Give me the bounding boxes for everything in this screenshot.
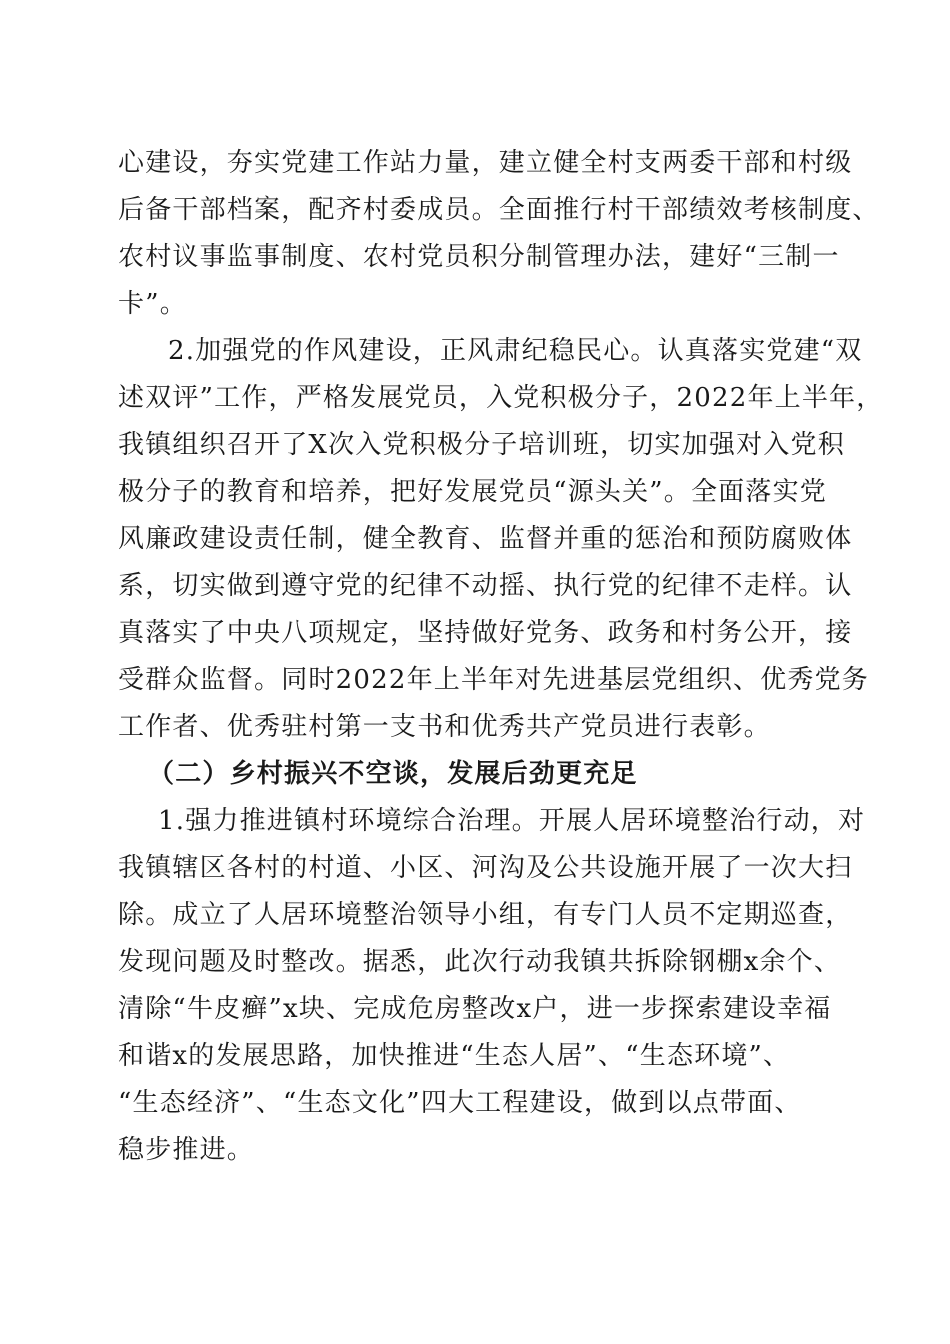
body-text-line: 我镇组织召开了X次入党积极分子培训班，切实加强对入党积: [118, 430, 845, 460]
body-text-line: “生态经济”、“生态文化”四大工程建设，做到以点带面、: [118, 1088, 802, 1118]
body-text-line: 风廉政建设责任制，健全教育、监督并重的惩治和预防腐败体: [118, 524, 853, 554]
paragraph-2-first-line: 2.加强党的作风建设，正风肃纪稳民心。认真落实党建“双: [168, 336, 863, 366]
body-text-line: 卡”。: [118, 289, 187, 319]
section-heading: （二）乡村振兴不空谈，发展后劲更充足: [148, 759, 638, 789]
body-text-line: 发现问题及时整改。据悉，此次行动我镇共拆除钢棚x余个、: [118, 947, 842, 977]
body-text-line: 和谐x的发展思路，加快推进“生态人居”、“生态环境”、: [118, 1041, 791, 1071]
body-text-line: 清除“牛皮癣”x块、完成危房整改x户，进一步探索建设幸福: [118, 994, 832, 1024]
body-text-line: 工作者、优秀驻村第一支书和优秀共产党员进行表彰。: [118, 712, 771, 742]
body-text-line: 极分子的教育和培养，把好发展党员“源头关”。全面落实党: [118, 477, 827, 507]
body-text-line: 农村议事监事制度、农村党员积分制管理办法，建好“三制一: [118, 242, 840, 272]
body-text-line: 系，切实做到遵守党的纪律不动摇、执行党的纪律不走样。认: [118, 571, 853, 601]
body-text-line: 稳步推进。: [118, 1135, 255, 1165]
body-text-line: 除。成立了人居环境整治领导小组，有专门人员不定期巡查，: [118, 900, 853, 930]
body-text-line: 我镇辖区各村的村道、小区、河沟及公共设施开展了一次大扫: [118, 853, 853, 883]
paragraph-3-first-line: 1.强力推进镇村环境综合治理。开展人居环境整治行动，对: [158, 806, 866, 836]
body-text-line: 真落实了中央八项规定，坚持做好党务、政务和村务公开，接: [118, 618, 853, 648]
body-text-line: 心建设，夯实党建工作站力量，建立健全村支两委干部和村级: [118, 148, 853, 178]
body-text-line: 后备干部档案，配齐村委成员。全面推行村干部绩效考核制度、: [118, 195, 880, 225]
body-text-line: 述双评”工作，严格发展党员，入党积极分子，2022年上半年，: [118, 383, 884, 413]
body-text-line: 受群众监督。同时2022年上半年对先进基层党组织、优秀党务: [118, 665, 869, 695]
